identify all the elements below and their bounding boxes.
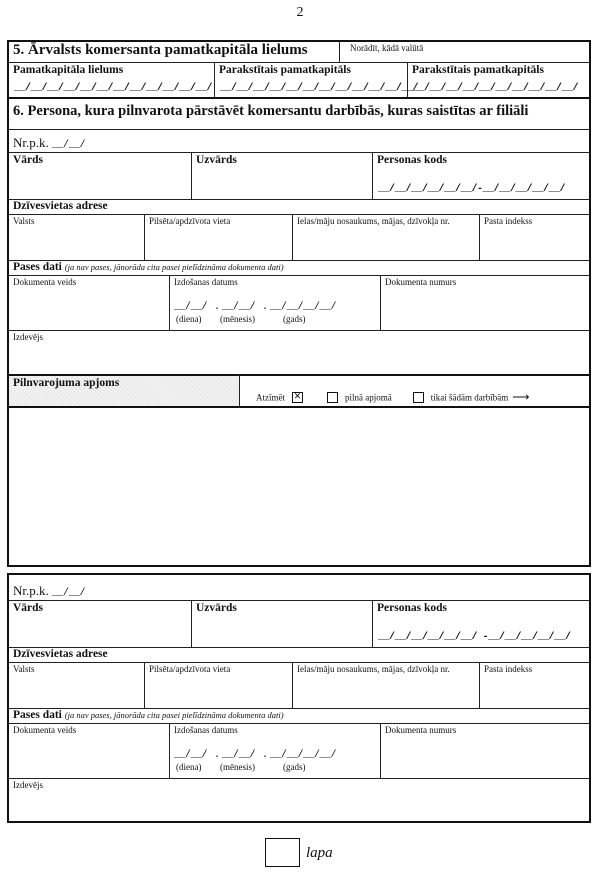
personal-code-blank-2: __/__/__/__/__/__/ -__/__/__/__/__/ [378, 632, 571, 643]
nr-label: Nr.p.k. [13, 135, 49, 150]
city-label: Pilsēta/apdzīvota vieta [149, 216, 231, 226]
street-label-2: Ielas/māju nosaukums, mājas, dzīvokļa nr. [297, 664, 450, 674]
month-sublabel: (mēnesis) [220, 314, 255, 324]
issue-day-blank: __/__/ [174, 302, 208, 313]
address-header: Dzīvesvietas adrese [13, 200, 108, 212]
subscribed-capital-label-1: Parakstītais pamatkapitāls [219, 64, 351, 76]
personal-code-blank: __/__/__/__/__/__/-__/__/__/__/__/ [378, 184, 566, 195]
passport-header-label: Pases dati [13, 261, 62, 273]
authorized-actions-area[interactable] [9, 408, 589, 565]
issue-year-blank-2: __/__/__/__/ [270, 750, 337, 761]
passport-header [9, 260, 589, 275]
city-label-2: Pilsēta/apdzīvota vieta [149, 664, 231, 674]
subscribed-capital-blank-2: __/__/__/__/__/__/__/__/__/__/ [413, 83, 579, 94]
country-label-2: Valsts [13, 664, 35, 674]
issue-month-blank: __/__/ [222, 302, 256, 313]
full-scope-label: pilnā apjomā [345, 392, 392, 403]
surname-label: Uzvārds [196, 154, 237, 166]
document-type-field[interactable] [9, 276, 169, 330]
nr-label-2: Nr.p.k. [13, 583, 49, 598]
mark-example-checkbox: ✕ [293, 391, 302, 402]
country-label: Valsts [13, 216, 35, 226]
issue-date-field-2[interactable] [170, 724, 380, 778]
date-separator-1-2: . [214, 750, 220, 761]
first-name-label: Vārds [13, 154, 44, 166]
section6-title: 6. Persona, kura pilnvarota pārstāvēt komersantu darbībās, kuras saistītas ar filiāli [13, 103, 529, 119]
issue-date-label: Izdošanas datums [174, 277, 238, 287]
issue-year-blank: __/__/__/__/ [270, 302, 337, 313]
page-number: 2 [296, 5, 304, 20]
arrow-right-icon: ⟶ [512, 389, 530, 404]
issuer-label-2: Izdevējs [13, 780, 43, 790]
passport-note: (ja nav pases, jānorāda cita pasei pielīdzināma dokumenta dati) [64, 262, 284, 272]
postal-code-label: Pasta indekss [484, 216, 533, 226]
currency-hint: Norādīt, kādā valūtā [350, 43, 424, 53]
sheet-number-box[interactable] [265, 838, 300, 867]
postal-code-field-2[interactable] [480, 663, 590, 708]
personal-code-label-2: Personas kods [377, 602, 447, 614]
issue-day-blank-2: __/__/ [174, 750, 208, 761]
document-number-field-2[interactable] [381, 724, 590, 778]
nr-blank: __/__/ [52, 140, 86, 151]
document-number-field[interactable] [381, 276, 590, 330]
month-sublabel-2: (mēnesis) [220, 762, 255, 772]
date-separator-2: . [262, 302, 268, 313]
street-field[interactable] [293, 215, 479, 260]
subscribed-capital-field-2[interactable] [408, 63, 590, 97]
first-name-field[interactable] [9, 153, 191, 199]
subscribed-capital-field-1[interactable] [215, 63, 419, 97]
capital-amount-blank: __/__/__/__/__/__/__/__/__/__/__/__/ [14, 83, 213, 94]
personal-code-label: Personas kods [377, 154, 447, 166]
form-box-2 [7, 573, 591, 823]
country-field[interactable] [9, 215, 144, 260]
issue-date-label-2: Izdošanas datums [174, 725, 238, 735]
specific-actions-label: tikai šādām darbībām [430, 392, 509, 403]
sheet-label: lapa [306, 845, 333, 861]
surname-field[interactable] [192, 153, 372, 199]
issue-month-blank-2: __/__/ [222, 750, 256, 761]
address-header-2: Dzīvesvietas adrese [13, 648, 108, 660]
passport-header-label-2: Pases dati [13, 709, 62, 721]
issuer-field-2[interactable] [9, 779, 589, 821]
personal-code-field-2[interactable] [373, 601, 590, 647]
year-sublabel: (gads) [283, 314, 306, 324]
first-name-field-2[interactable] [9, 601, 191, 647]
city-field[interactable] [145, 215, 292, 260]
date-separator-2-2: . [262, 750, 268, 761]
subscribed-capital-blank-1: __/__/__/__/__/__/__/__/__/__/__/__/ [220, 83, 419, 94]
nr-blank-2: __/__/ [52, 588, 86, 599]
mark-instruction: Atzīmēt [256, 392, 285, 403]
specific-actions-checkbox[interactable] [413, 392, 424, 403]
document-type-field-2[interactable] [9, 724, 169, 778]
passport-note-2: (ja nav pases, jānorāda cita pasei pielīdzināma dokumenta dati) [64, 710, 284, 720]
section5-title: 5. Ārvalsts komersanta pamatkapitāla lielums [13, 42, 308, 58]
issuer-field[interactable] [9, 331, 589, 374]
full-scope-checkbox[interactable] [327, 392, 338, 403]
nr-field-2[interactable] [9, 582, 589, 600]
street-label: Ielas/māju nosaukums, mājas, dzīvokļa nr. [297, 216, 450, 226]
postal-code-field[interactable] [480, 215, 590, 260]
country-field-2[interactable] [9, 663, 144, 708]
currency-field[interactable] [340, 42, 590, 62]
surname-label-2: Uzvārds [196, 602, 237, 614]
day-sublabel: (diena) [176, 314, 202, 324]
day-sublabel-2: (diena) [176, 762, 202, 772]
subscribed-capital-label-2: Parakstītais pamatkapitāls [412, 64, 544, 76]
capital-amount-field[interactable] [9, 63, 214, 97]
capital-amount-label: Pamatkapitāla lielums [13, 64, 124, 76]
nr-field[interactable] [9, 134, 589, 152]
surname-field-2[interactable] [192, 601, 372, 647]
date-separator-1: . [214, 302, 220, 313]
document-number-label: Dokumenta numurs [385, 277, 457, 287]
city-field-2[interactable] [145, 663, 292, 708]
personal-code-field[interactable] [373, 153, 590, 199]
authorization-label: Pilnvarojuma apjoms [9, 376, 239, 406]
document-type-label: Dokumenta veids [13, 277, 77, 287]
issuer-label: Izdevējs [13, 332, 43, 342]
passport-header-2 [9, 708, 589, 723]
issue-date-field[interactable] [170, 276, 380, 330]
year-sublabel-2: (gads) [283, 762, 306, 772]
first-name-label-2: Vārds [13, 602, 44, 614]
document-type-label-2: Dokumenta veids [13, 725, 77, 735]
postal-code-label-2: Pasta indekss [484, 664, 533, 674]
form-box-1 [7, 40, 591, 567]
street-field-2[interactable] [293, 663, 479, 708]
document-number-label-2: Dokumenta numurs [385, 725, 457, 735]
authorization-options [240, 376, 590, 406]
